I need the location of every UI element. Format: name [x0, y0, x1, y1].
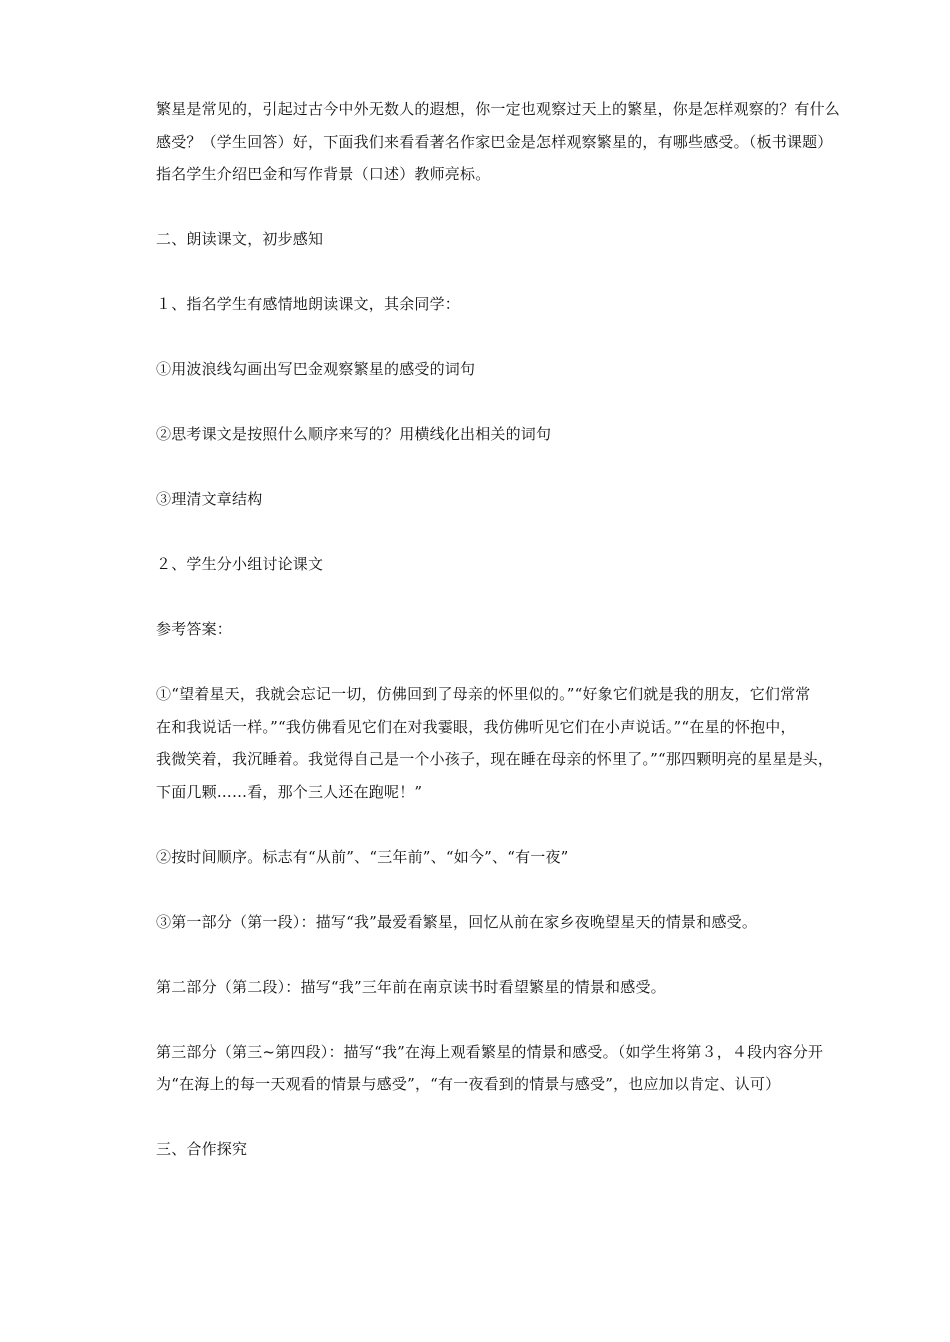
answer-1-paragraph [156, 678, 916, 808]
text-line: ①“望着星天，我就会忘记一切，仿佛回到了母亲的怀里似的。”“好象它们就是我的朋友，它们常常 [156, 685, 811, 703]
text-line: 二、朗读课文，初步感知 [156, 230, 324, 248]
document-page [156, 93, 916, 1198]
text-line: ③理清文章结构 [156, 490, 263, 508]
text-line: 繁星是常见的，引起过古今中外无数人的遐想，你一定也观察过天上的繁星，你是怎样观察的？有什么 [156, 100, 841, 118]
text-line: ②思考课文是按照什么顺序来写的？用横线化出相关的词句 [156, 425, 552, 443]
text-line: 为“在海上的每一天观看的情景与感受”，“有一夜看到的情景与感受”，也应加以肯定、认可） [156, 1075, 781, 1093]
section-heading-reading [156, 223, 916, 256]
step-1-paragraph [156, 288, 916, 321]
answer-3-part-1 [156, 906, 916, 939]
text-line: 第三部分（第三~第四段）：描写“我”在海上观看繁星的情景和感受。（如学生将第３，４段内容分开 [156, 1042, 824, 1061]
answer-3-part-3 [156, 1036, 916, 1101]
reference-answer-heading [156, 613, 916, 646]
text-line: ③第一部分（第一段）：描写“我”最爱看繁星，回忆从前在家乡夜晚望星天的情景和感受。 [156, 912, 758, 931]
text-line: ２、学生分小组讨论课文 [156, 555, 324, 573]
text-line: 指名学生介绍巴金和写作背景（口述）教师亮标。 [156, 165, 491, 183]
text-line: １、指名学生有感情地朗读课文，其余同学： [156, 295, 461, 313]
answer-3-part-2 [156, 971, 916, 1004]
text-line: 参考答案： [156, 620, 233, 638]
text-line: 三、合作探究 [156, 1140, 248, 1158]
text-line: 下面几颗……看，那个三人还在跑呢！” [156, 782, 423, 801]
answer-2-paragraph [156, 841, 916, 874]
text-line: ①用波浪线勾画出写巴金观察繁星的感受的词句 [156, 360, 476, 378]
text-line: 在和我说话一样。”“我仿佛看见它们在对我霎眼，我仿佛听见它们在小声说话。”“在星的怀抱中， [156, 717, 796, 736]
text-line: 第二部分（第二段）：描写“我”三年前在南京读书时看望繁星的情景和感受。 [156, 977, 666, 996]
task-2-paragraph [156, 418, 916, 451]
step-2-paragraph [156, 548, 916, 581]
intro-paragraph [156, 93, 916, 191]
text-line: 我微笑着，我沉睡着。我觉得自己是一个小孩子，现在睡在母亲的怀里了。”“那四颗明亮的星星是头， [156, 750, 834, 768]
text-line: ②按时间顺序。标志有“从前”、“三年前”、“如今”、“有一夜” [156, 847, 569, 866]
task-1-paragraph [156, 353, 916, 386]
section-heading-cooperation [156, 1133, 916, 1166]
task-3-paragraph [156, 483, 916, 516]
text-line: 感受？（学生回答）好，下面我们来看看著名作家巴金是怎样观察繁星的，有哪些感受。（板书课题） [156, 132, 833, 151]
